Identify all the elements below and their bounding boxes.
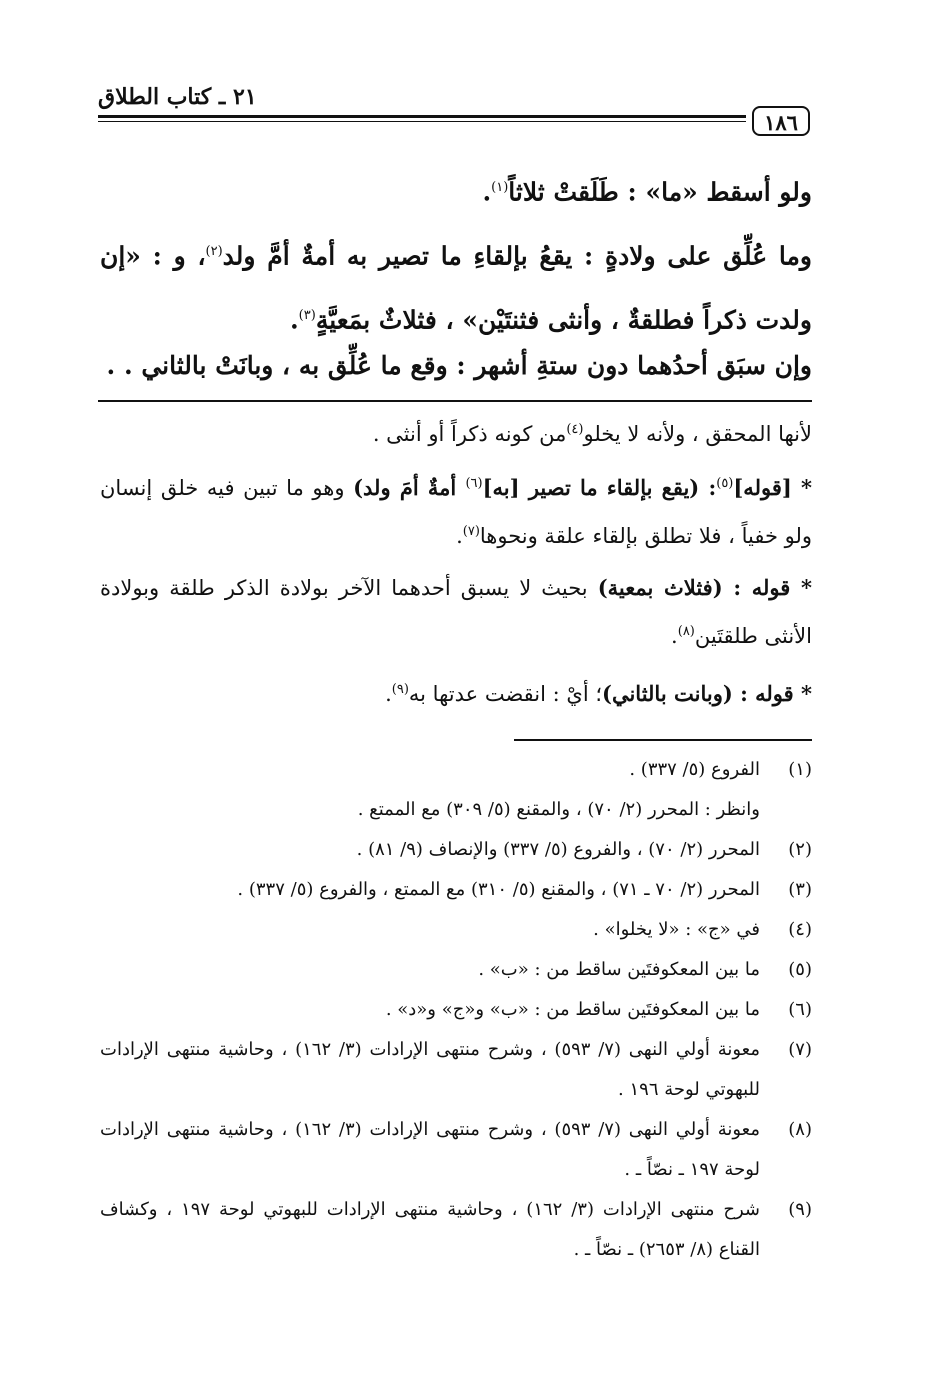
footnote-item [100,990,812,1030]
footnote-text: معونة أولي النهى (٧/ ٥٩٣) ، وشرح منتهى الإرادات (٣/ ١٦٢) ، وحاشية منتهى الإرادات لوحة ١٩٧ ـ نصّاً ـ . [100,1119,760,1180]
footnote-number: (٤) [788,919,812,940]
footnote-text: في «ج» : «لا يخلوا» . [593,919,760,940]
commentary-p1: لأنها المحقق ، ولأنه لا يخلو$^{(٤)}$من كونه ذكراً أو أنثى . [372,422,812,446]
footnote-item [100,1190,812,1270]
footnote-number: (٢) [788,839,812,860]
footnote-ref: (٦) [465,476,483,491]
footnote-number: (٥) [788,959,812,980]
footnote-item [100,870,812,910]
footnote-number: (٩) [788,1199,812,1220]
footnote-ref: (٤) [566,422,584,437]
footnote-item [100,790,812,830]
footnote-text: المحرر (٢/ ٧٠ ـ ٧١) ، والمقنع (٥/ ٣١٠) مع الممتع ، والفروع (٥/ ٣٣٧) . [237,879,760,900]
footnote-number: (٧) [788,1039,812,1060]
footnote-ref: (٥) [716,476,734,491]
footnote-item [100,750,812,790]
footnote-text: ما بين المعكوفتَين ساقط من : «ب» . [478,959,760,980]
footnote-text: المحرر (٢/ ٧٠) ، والفروع (٥/ ٣٣٧) والإنصاف (٩/ ٨١) . [356,839,760,860]
footnote-number: (٣) [788,879,812,900]
footnote-text: معونة أولي النهى (٧/ ٥٩٣) ، وشرح منتهى الإرادات (٣/ ١٦٢) ، وحاشية منتهى الإرادات للبهوتي لوحة ١٩٦ . [100,1039,760,1100]
footnote-item [100,1030,812,1110]
footnote-item [100,1110,812,1190]
footnote-number: (١) [788,759,812,780]
footnote-text: شرح منتهى الإرادات (٣/ ١٦٢) ، وحاشية منتهى الإرادات للبهوتي لوحة ١٩٧ ، وكشاف القناع (٨/ ٢٦٥٣) ـ نصّاً ـ . [100,1199,761,1260]
footnote-item [100,950,812,990]
footnote-ref: (٣) [298,308,316,324]
footnote-item [100,830,812,870]
footnote-number: (٨) [788,1119,812,1140]
footnote-text: الفروع (٥/ ٣٣٧) . [629,759,760,780]
main-line-1: ولو أسقط «ما» : طَلَقتْ ثلاثاً$^{(١)}$. [482,177,812,207]
footnote-ref: (٢) [205,244,223,259]
footnote-item [100,910,812,950]
header-rule-thick [98,115,746,118]
footnote-text: وانظر : المحرر (٢/ ٧٠) ، والمقنع (٥/ ٣٠٩) مع الممتع . [357,799,760,820]
footnote-ref: (٨) [677,624,695,639]
footnote-ref: (٧) [462,524,480,539]
header-rule-thin [98,121,746,122]
main-paragraph-2: وما عُلِّق على ولادةٍ : يقعُ بإلقاءِ ما تصير به أمةٌ أمَّ ولد$^{(٢)}$، و : «إن ولدت ذكراً فطلقةٌ ، وأنثى فثنتَيْن» ، فثلاثٌ بمَعيَّةٍ$^{(٣)}$. [100,241,812,335]
main-paragraph-3: وإن سبَق أحدُهما دون ستةِ أشهر : وقع ما عُلِّق به ، وبانَتْ بالثاني . . [106,351,812,380]
text-divider [98,400,812,402]
footnote-number: (٦) [788,999,812,1020]
footnote-ref: (١) [491,180,509,195]
footnote-ref: (٩) [391,682,409,697]
main-text [100,158,812,222]
footnote-rule [514,739,812,741]
footnotes [100,750,812,1270]
footnote-text: ما بين المعكوفتَين ساقط من : «ب» و«ج» و«د» . [385,999,760,1020]
page-number: ١٨٦ [752,106,810,136]
commentary-p3: * قوله : (فثلاث بمعية) بحيث لا يسبق أحدهما الآخر بولادة الذكر طلقة وبولادة الأنثى طلقتَين$^{(٨)}$. [100,575,812,648]
commentary-p4: * قوله : (وبانت بالثاني)؛ أيْ : انقضت عدتها به$^{(٩)}$. [385,681,812,706]
chapter-title: ٢١ ـ كتاب الطلاق [98,84,257,110]
commentary-p2: * [قوله]$^{(٥)}$: (يقع بإلقاء ما تصير [به]$^{(٦)}$ أمةٌ أمَ ولد) وهو ما تبين فيه خلق إنسان ولو خفياً ، فلا تطلق بإلقاء علقة ونحوها$^{(٧)}$. [100,475,813,548]
